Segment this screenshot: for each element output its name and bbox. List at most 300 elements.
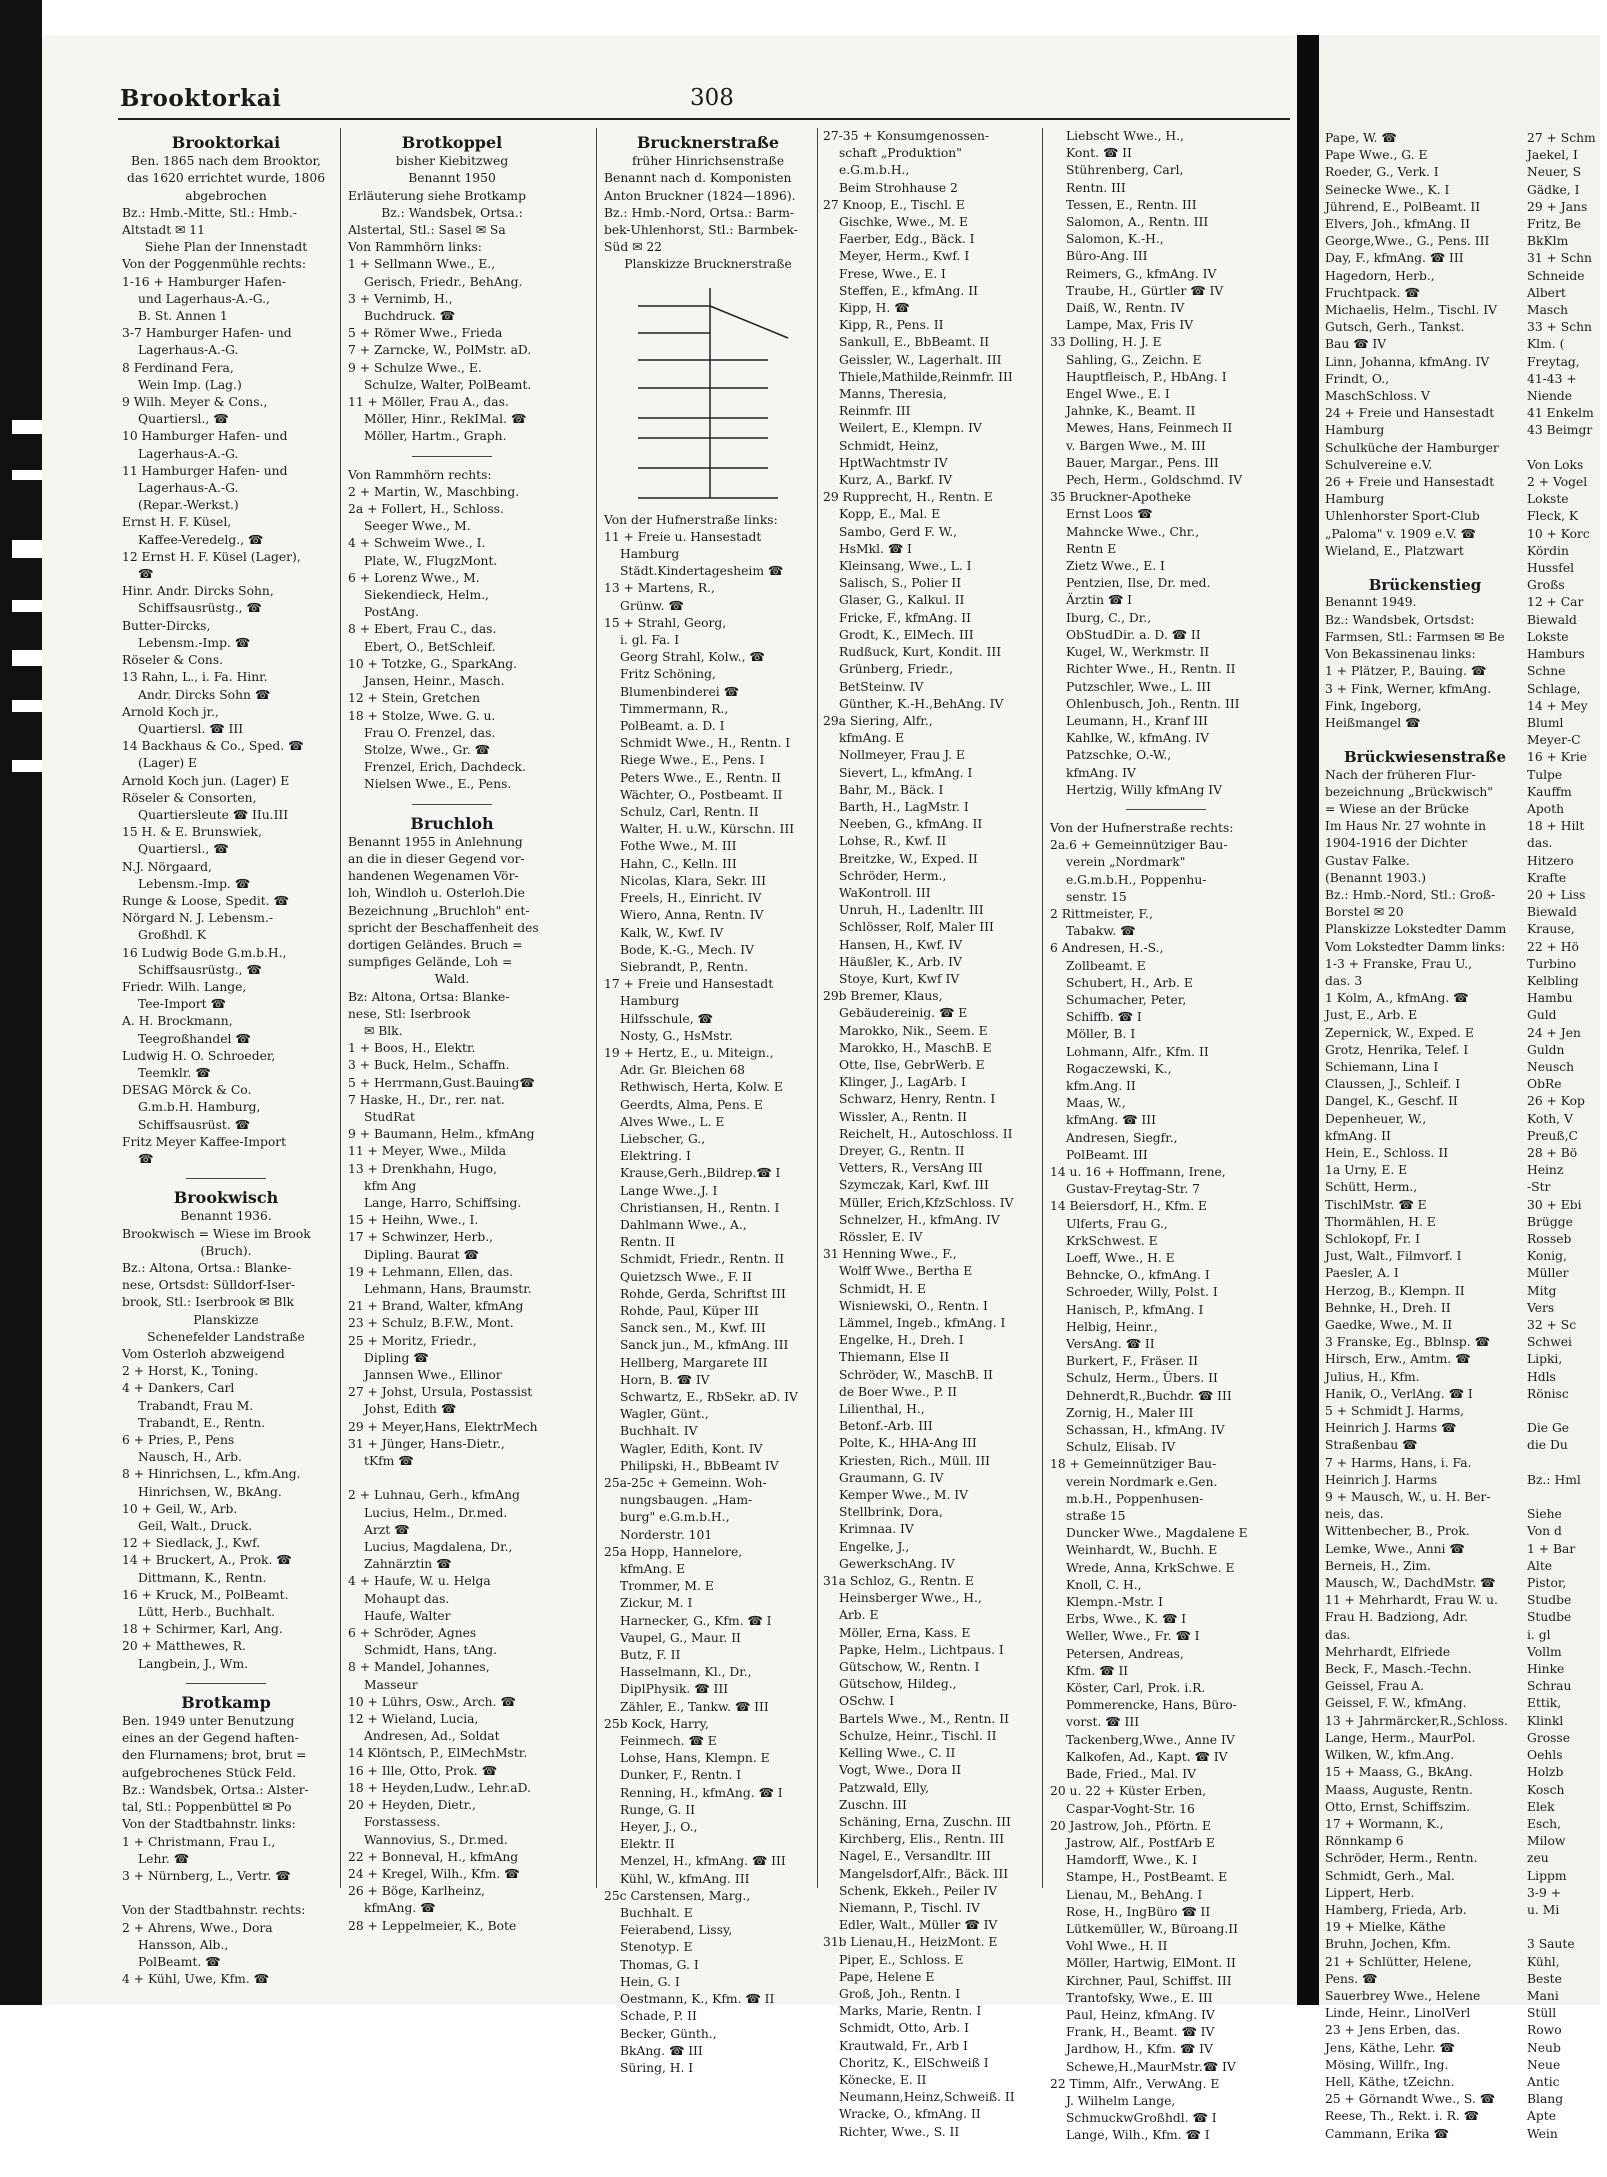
directory-entry: 19 + Hertz, E., u. Miteign., [604, 1045, 774, 1060]
directory-entry: Hamburg [1325, 492, 1385, 507]
street-note: Ben. 1865 nach dem Brooktor, das 1620 errichtet wurde, 1806 abgebrochen [126, 154, 326, 203]
directory-entry: Klinkl [1527, 1713, 1564, 1728]
directory-entry: Choritz, K., ElSchweiß I [839, 2055, 989, 2070]
directory-entry: Behncke, O., kfmAng. I [1066, 1268, 1210, 1283]
directory-entry: Von Loks [1527, 457, 1584, 472]
directory-entry: Buchhalt. E [620, 1906, 693, 1921]
directory-entry: kfm.Ang. II [1066, 1078, 1136, 1093]
directory-entry: Quartiersleute ☎ IIu.III [138, 807, 289, 822]
directory-entry: Schassan, H., kfmAng. IV [1066, 1423, 1225, 1438]
street-title: Brotkoppel [401, 133, 503, 152]
directory-entry: Anton Bruckner (1824—1896). [604, 188, 796, 203]
directory-entry: 14 Beiersdorf, H., Kfm. E [1050, 1199, 1207, 1214]
directory-entry: Kühl, [1527, 1954, 1560, 1969]
street-title: Brooktorkai [171, 133, 281, 152]
directory-entry: Brookwisch = Wiese im Brook [122, 1226, 311, 1241]
directory-entry: ObStudDir. a. D. ☎ II [1066, 627, 1201, 642]
directory-entry: Vers [1527, 1300, 1555, 1315]
street-note: Schenefelder Landstraße [147, 1329, 305, 1344]
directory-entry: 11 + Freie u. Hansestadt [604, 529, 762, 544]
directory-entry: Ebert, O., BetSchleif. [364, 639, 496, 654]
directory-entry: 25a Hopp, Hannelore, [604, 1544, 743, 1559]
directory-entry: 12 + Siedlack, J., Kwf. [122, 1536, 261, 1551]
directory-entry: Bau ☎ IV [1325, 337, 1387, 352]
directory-entry: Rosseb [1527, 1232, 1572, 1246]
directory-entry: Niende [1527, 389, 1573, 404]
directory-entry: Beste [1527, 1971, 1562, 1986]
directory-entry: „Paloma" v. 1909 e.V. ☎ [1325, 526, 1476, 541]
directory-entry: Trantofsky, Wwe., E. III [1066, 1990, 1213, 2005]
directory-entry: Schlage, [1527, 681, 1581, 696]
directory-entry: Frindt, O., [1325, 371, 1390, 386]
directory-entry: Benannt nach d. Komponisten [604, 171, 792, 186]
directory-entry: Becker, Günth., [620, 2026, 717, 2041]
directory-entry: Wein Imp. (Lag.) [138, 377, 242, 392]
directory-entry: Schulvereine e.V. [1325, 457, 1433, 472]
directory-entry: Wisniewski, O., Rentn. I [839, 1298, 988, 1313]
directory-entry: Koth, V [1527, 1111, 1573, 1126]
directory-entry: Elvers, Joh., kfmAng. II [1325, 217, 1470, 232]
directory-entry: burg" e.G.m.b.H., [620, 1510, 730, 1525]
directory-entry: Schmidt, H. E [839, 1281, 926, 1296]
directory-entry: Just, E., Arb. E [1325, 1008, 1418, 1023]
directory-entry: Kfm. ☎ II [1066, 1663, 1129, 1678]
directory-entry: 17 + Schwinzer, Herb., [348, 1230, 494, 1245]
directory-entry: Erläuterung siehe Brotkamp [348, 188, 526, 203]
directory-entry: 27 + Johst, Ursula, Postassist [348, 1385, 533, 1400]
directory-entry: Möller, B. I [1066, 1027, 1136, 1042]
directory-entry: Blumenbinderei ☎ [620, 684, 739, 699]
directory-entry: 6 Andresen, H.-S., [1050, 941, 1164, 956]
directory-entry: 31 + Jünger, Hans-Dietr., [348, 1436, 505, 1451]
directory-entry: Neeben, G., kfmAng. II [839, 817, 983, 832]
directory-entry: Wiero, Anna, Rentn. IV [620, 908, 764, 923]
directory-entry: PolBeamt. ☎ [138, 1954, 221, 1969]
directory-entry: Steffen, E., kfmAng. II [839, 283, 978, 298]
directory-entry: Seinecke Wwe., K. I [1325, 182, 1450, 197]
directory-entry: Butter-Dircks, [122, 618, 211, 633]
directory-entry: 8 + Hinrichsen, L., kfm.Ang. [122, 1467, 301, 1482]
directory-entry: Mehrhardt, Elfriede [1325, 1644, 1451, 1659]
directory-entry: 31b Lienau,H., HeizMont. E [823, 1935, 998, 1950]
directory-entry: Großs [1527, 578, 1565, 593]
directory-entry: 3 Franske, Eg., Bblnsp. ☎ [1325, 1335, 1490, 1350]
section-divider [186, 1178, 266, 1179]
directory-entry: Paesler, A. I [1325, 1266, 1399, 1281]
directory-entry: 15 + Maass, G., BkAng. [1325, 1765, 1473, 1780]
directory-entry: an die in dieser Gegend vor- [348, 851, 525, 866]
directory-entry: 5 + Schmidt J. Harms, [1325, 1404, 1465, 1419]
directory-entry: 13 + Jahrmärcker,R.,Schloss. [1325, 1713, 1508, 1728]
directory-entry: Schlokopf, Fr. I [1325, 1232, 1420, 1246]
directory-entry: Bz: Altona, Ortsa: Blanke- [348, 989, 510, 1004]
street-note: Siehe Plan der Innenstadt [144, 240, 308, 255]
directory-entry: Friedr. Wilh. Lange, [122, 979, 247, 994]
directory-entry: Leumann, H., Kranf III [1066, 713, 1208, 728]
directory-entry: Lokste [1527, 492, 1569, 507]
directory-entry: 5 + Herrmann,Gust.Bauing☎ [348, 1075, 535, 1090]
directory-entry: 10 + Totzke, G., SparkAng. [348, 656, 518, 671]
directory-entry: MaschSchloss. V [1325, 389, 1430, 404]
directory-entry: Peters Wwe., E., Rentn. II [620, 770, 782, 785]
directory-entry: Pech, Herm., Goldschmd. IV [1066, 473, 1243, 488]
directory-entry: Kauffm [1527, 784, 1572, 799]
column-divider [1042, 128, 1043, 1888]
directory-entry: Pommerencke, Hans, Büro- [1066, 1698, 1237, 1713]
directory-entry: Jens, Käthe, Lehr. ☎ [1325, 2040, 1455, 2055]
directory-entry: Esch, [1527, 1816, 1562, 1831]
directory-entry: Thormählen, H. E [1325, 1214, 1436, 1229]
directory-entry: Fritz Meyer Kaffee-Import [122, 1134, 287, 1149]
directory-entry: Plate, W., FlugzMont. [364, 553, 498, 568]
directory-entry: Jardhow, H., Kfm. ☎ IV [1066, 2042, 1213, 2057]
directory-entry: N.J. Nörgaard, [122, 859, 212, 874]
directory-entry: Beck, F., Masch.-Techn. [1325, 1662, 1472, 1677]
directory-entry: Jastrow, Alf., PostfArb E [1066, 1835, 1215, 1850]
directory-entry: Schubert, H., Arb. E [1066, 975, 1193, 990]
directory-entry: den Flurnamens; brot, brut = [122, 1748, 307, 1763]
directory-entry: 25 + Görnandt Wwe., S. ☎ [1325, 2092, 1496, 2107]
directory-entry: HsMkl. ☎ I [839, 541, 912, 556]
directory-entry: Thiemann, Else II [839, 1350, 950, 1365]
directory-entry: Mösing, Willfr., Ing. [1325, 2057, 1449, 2072]
directory-entry: Tulpe [1527, 767, 1563, 782]
directory-entry: Lehmann, Hans, Braumstr. [364, 1282, 532, 1296]
directory-entry [1325, 560, 1525, 577]
directory-entry: Schmidt, Gerh., Mal. [1325, 1868, 1455, 1883]
directory-entry: Tackenberg,Wwe., Anne IV [1066, 1732, 1235, 1747]
directory-entry: Bezeichnung „Bruchloh" ent- [348, 903, 530, 918]
directory-entry: Sankull, E., BbBeamt. II [839, 335, 990, 350]
directory-entry: 15 + Heihn, Wwe., I. [348, 1213, 479, 1228]
directory-entry: Zollbeamt. E [1066, 958, 1146, 973]
directory-entry: Krause,Gerh.,Bildrep.☎ I [620, 1166, 781, 1181]
directory-entry: Schmidt, Friedr., Rentn. II [620, 1252, 785, 1267]
directory-entry: Fruchtpack. ☎ [1325, 285, 1420, 300]
directory-entry: 3 + Nürnberg, L., Vertr. ☎ [122, 1868, 291, 1883]
directory-entry: 1 Kolm, A., kfmAng. ☎ [1325, 991, 1469, 1006]
directory-entry: brook, Stl.: Iserbrook ✉ Blk [122, 1295, 294, 1310]
directory-entry: handenen Wegenamen Vör- [348, 869, 519, 884]
directory-entry: i. gl [1527, 1627, 1551, 1642]
directory-entry: Feierabend, Lissy, [620, 1923, 733, 1938]
directory-entry: Kemper Wwe., M. IV [839, 1488, 969, 1503]
directory-entry: Dunker, F., Rentn. I [620, 1768, 742, 1783]
directory-entry: Lütt, Herb., Buchhalt. [138, 1605, 276, 1620]
directory-entry: Piper, E., Schloss. E [839, 1952, 964, 1967]
directory-entry: die Du [1527, 1438, 1568, 1453]
directory-entry: Sambo, Gerd F. W., [839, 524, 958, 539]
directory-entry: Neue [1527, 2057, 1561, 2072]
directory-entry: Menzel, H., kfmAng. ☎ III [620, 1854, 786, 1869]
directory-entry: Otte, Ilse, GebrWerb. E [839, 1057, 985, 1072]
directory-entry: Schnelzer, H., kfmAng. IV [839, 1212, 1000, 1227]
directory-entry: 1 + Boos, H., Elektr. [348, 1041, 476, 1056]
directory-entry: Stoye, Kurt, Kwf IV [839, 971, 960, 986]
directory-entry: Cammann, Erika ☎ [1325, 2126, 1449, 2141]
directory-entry: Hauptfleisch, P., HbAng. I [1066, 369, 1227, 384]
directory-entry: das. [1527, 836, 1553, 851]
directory-entry: Mangelsdorf,Alfr., Bäck. III [839, 1866, 1009, 1881]
directory-entry: Neumann,Heinz,Schweiß. II [839, 2090, 1015, 2105]
directory-entry: Biewald [1527, 905, 1577, 920]
column-divider [596, 128, 597, 1888]
directory-entry: Ettik, [1527, 1696, 1562, 1711]
directory-entry: Mewes, Hans, Feinmech II [1066, 421, 1233, 436]
directory-entry: Lohse, Hans, Klempn. E [620, 1751, 770, 1766]
directory-entry: schaft „Produktion" [839, 146, 962, 161]
directory-entry: Schröder, Herm., Rentn. [1325, 1851, 1478, 1866]
directory-entry: Rönisc [1527, 1386, 1569, 1401]
directory-entry: Planskizze Lokstedter Damm [1325, 922, 1507, 937]
directory-entry: Frese, Wwe., E. I [839, 266, 946, 281]
directory-entry: Lange, Wilh., Kfm. ☎ I [1066, 2128, 1210, 2143]
directory-entry: 41 Enkelm [1527, 406, 1594, 421]
directory-entry: 1 + Sellmann Wwe., E., [348, 257, 496, 272]
directory-entry: Wracke, O., kfmAng. II [839, 2107, 981, 2122]
directory-entry: Zornig, H., Maler III [1066, 1405, 1194, 1420]
directory-entry: 15 H. & E. Brunswiek, [122, 825, 262, 840]
directory-entry: Polte, K., HHA-Ang III [839, 1436, 977, 1451]
directory-entry: Schiffb. ☎ I [1066, 1010, 1142, 1025]
directory-entry: das. 3 [1325, 973, 1363, 988]
directory-entry: 20 u. 22 + Küster Erben, [1050, 1784, 1207, 1799]
directory-entry [1527, 1403, 1607, 1420]
directory-entry: Neuer, S [1527, 165, 1582, 180]
directory-entry: Wannovius, S., Dr.med. [364, 1832, 508, 1847]
directory-entry: 17 + Wormann, K., [1325, 1816, 1444, 1831]
directory-entry: Vohl Wwe., H. II [1066, 1939, 1168, 1954]
directory-entry: Lange, Herm., MaurPol. [1325, 1730, 1476, 1745]
directory-entry: 6 + Lorenz Wwe., M. [348, 570, 480, 585]
directory-entry: Von Rammhörn links: [348, 240, 482, 255]
directory-entry: Ludwig H. O. Schroeder, [122, 1048, 276, 1063]
directory-entry: Bode, K.-G., Mech. IV [620, 942, 754, 957]
directory-entry: Farmsen, Stl.: Farmsen ✉ Be [1325, 629, 1505, 644]
directory-entry: Apoth [1527, 801, 1565, 816]
directory-entry: Kipp, R., Pens. II [839, 318, 944, 333]
directory-entry: Erbs, Wwe., K. ☎ I [1066, 1612, 1187, 1627]
directory-entry: Stellbrink, Dora, [839, 1505, 943, 1520]
directory-entry: Oehls [1527, 1748, 1563, 1763]
directory-entry: Gädke, I [1527, 182, 1580, 197]
directory-entry: Andresen, Ad., Soldat [364, 1729, 500, 1744]
directory-entry: Buchhalt. IV [620, 1424, 698, 1439]
directory-entry: nese, Ortsdst: Sülldorf-Iser- [122, 1278, 296, 1293]
directory-entry: Vom Osterloh abzweigend [122, 1347, 285, 1362]
directory-entry: Trabandt, E., Rentn. [138, 1415, 266, 1430]
directory-entry: Thiele,Mathilde,Reinmfr. III [839, 369, 1013, 384]
directory-entry: Stenotyp. E [620, 1940, 693, 1955]
section-divider [1126, 809, 1206, 810]
directory-entry: Glaser, G., Kalkul. II [839, 593, 965, 608]
directory-entry: Day, F., kfmAng. ☎ III [1325, 251, 1464, 266]
directory-entry: Nollmeyer, Frau J. E [839, 748, 965, 763]
directory-entry: Arzt ☎ [364, 1522, 410, 1537]
directory-entry: Geissel, F. W., kfmAng. [1325, 1696, 1467, 1711]
directory-entry: Von der Hufnerstraße rechts: [1050, 820, 1234, 835]
directory-entry: ☎ [138, 567, 154, 582]
directory-entry: Schiemann, Lina I [1325, 1059, 1439, 1074]
directory-entry: Heinz [1527, 1163, 1564, 1178]
directory-entry: Könecke, E. II [839, 2072, 927, 2087]
directory-entry: Ernst H. F. Küsel, [122, 515, 232, 530]
directory-entry: Frenzel, Erich, Dachdeck. [364, 760, 526, 775]
directory-entry: 32 + Sc [1527, 1318, 1577, 1333]
directory-entry: Klinger, J., LagArb. I [839, 1075, 966, 1090]
directory-entry: 12 + Wieland, Lucia, [348, 1712, 479, 1727]
directory-entry: Kopp, E., Mal. E [839, 507, 941, 522]
directory-entry: verein Nordmark e.Gen. [1066, 1474, 1218, 1489]
directory-entry: 10 + Korc [1527, 526, 1590, 541]
directory-entry: TischlMstr. ☎ E [1325, 1197, 1427, 1212]
directory-entry: Schulz, Carl, Rentn. II [620, 805, 759, 820]
directory-entry: Hansson, Alb., [138, 1937, 229, 1952]
directory-entry: Behnke, H., Dreh. II [1325, 1300, 1451, 1315]
directory-entry: Richter Wwe., H., Rentn. II [1066, 662, 1236, 677]
directory-entry: Hamdorff, Wwe., K. I [1066, 1853, 1198, 1868]
street-note: Planskizze Brucknerstraße [624, 257, 792, 272]
directory-entry: Stampe, H., PostBeamt. E [1066, 1870, 1228, 1885]
directory-entry: loh, Windloh u. Osterloh.Die [348, 886, 525, 901]
directory-entry: 33 + Schn [1527, 320, 1592, 335]
directory-entry: Nicolas, Klara, Sekr. III [620, 873, 766, 888]
directory-entry: Kördin [1527, 543, 1569, 558]
directory-entry: Nosty, G., HsMstr. [620, 1028, 733, 1043]
directory-entry: Grosse [1527, 1730, 1571, 1745]
street-note: Planskizze [193, 1312, 259, 1327]
directory-entry [348, 1470, 556, 1487]
directory-entry: Hanik, O., VerlAng. ☎ I [1325, 1386, 1473, 1401]
directory-entry: 26 + Böge, Karlheinz, [348, 1884, 485, 1899]
directory-entry: 31 Henning Wwe., F., [823, 1247, 957, 1262]
directory-entry: Iburg, C., Dr., [1066, 610, 1152, 625]
street-note: bisher Kiebitzweg [395, 154, 509, 169]
directory-entry: Großhdl. K [138, 928, 207, 943]
directory-entry: Teemklr. ☎ [138, 1065, 211, 1080]
directory-entry: Helbig, Heinr., [1066, 1319, 1158, 1334]
directory-entry: Pape, Helene E [839, 1969, 935, 1984]
directory-entry: Krafte [1527, 870, 1567, 885]
street-note: (Bruch). [200, 1243, 252, 1258]
directory-entry: 16 Ludwig Bode G.m.b.H., [122, 945, 287, 960]
directory-entry: Gerisch, Friedr., BehAng. [364, 274, 523, 289]
directory-entry: 18 + Stolze, Wwe. G. u. [348, 708, 496, 723]
directory-entry: Lebensm.-Imp. ☎ [138, 635, 251, 650]
directory-entry: Buchdruck. ☎ [364, 309, 455, 324]
directory-entry: Hein, G. I [620, 1974, 680, 1989]
directory-entry: 25b Kock, Harry, [604, 1716, 709, 1731]
directory-entry: 1 + Christmann, Frau I., [122, 1834, 276, 1849]
directory-entry: Geissler, W., Lagerhalt. III [839, 352, 1002, 367]
directory-entry: Andr. Dircks Sohn ☎ [138, 687, 271, 702]
directory-entry: = Wiese an der Brücke [1325, 801, 1469, 816]
directory-entry: Sanck jun., M., kfmAng. III [620, 1338, 789, 1353]
directory-entry: Frau H. Badziong, Adr. [1325, 1610, 1468, 1625]
directory-entry: Petersen, Andreas, [1066, 1646, 1184, 1661]
directory-entry: Zietz Wwe., E. I [1066, 559, 1165, 574]
directory-entry: 4 + Kühl, Uwe, Kfm. ☎ [122, 1972, 269, 1987]
directory-entry: Von Rammhörn rechts: [348, 467, 492, 482]
directory-entry: Wagler, Günt., [620, 1407, 709, 1422]
directory-entry: Vollm [1527, 1644, 1562, 1659]
directory-column-5 [1050, 128, 1282, 2143]
directory-entry: Caspar-Voght-Str. 16 [1066, 1801, 1195, 1816]
directory-entry: DESAG Mörck & Co. [122, 1083, 252, 1098]
directory-entry: Hein, E., Schloss. II [1325, 1145, 1449, 1160]
directory-entry: Lämmel, Ingeb., kfmAng. I [839, 1316, 1006, 1331]
directory-entry: Quartiersl., ☎ [138, 842, 229, 857]
directory-entry: Wittenbecher, B., Prok. [1325, 1524, 1470, 1539]
directory-entry: Hellberg, Margarete III [620, 1355, 768, 1370]
directory-entry: (Benannt 1903.) [1325, 870, 1427, 885]
directory-entry: Dreyer, G., Rentn. II [839, 1143, 965, 1158]
directory-entry: Von der Stadtbahnstr. links: [122, 1817, 296, 1832]
directory-entry: Wächter, O., Postbeamt. II [620, 787, 783, 802]
directory-entry: Nagel, E., Versandltr. III [839, 1849, 991, 1864]
directory-entry: 2 + Horst, K., Toning. [122, 1364, 259, 1379]
street-title: Bruchloh [410, 813, 494, 833]
directory-entry: Bz.: Hmb.-Nord, Stl.: Groß- [1325, 887, 1496, 902]
directory-entry: Christiansen, H., Rentn. I [620, 1200, 780, 1215]
directory-entry: 3 + Buck, Helm., Schaffn. [348, 1058, 510, 1073]
directory-entry: 23 + Jens Erben, das. [1325, 2023, 1461, 2038]
directory-entry: Heinrich J. Harms [1325, 1472, 1438, 1487]
directory-column-4 [823, 128, 1037, 2139]
directory-entry: 10 + Geil, W., Arb. [122, 1501, 238, 1516]
directory-entry: Schröder, Herm., [839, 868, 947, 883]
directory-entry: Klempn.-Mstr. I [1066, 1595, 1163, 1610]
directory-entry: Engelke, H., Dreh. I [839, 1333, 964, 1348]
directory-entry: 16 + Krie [1527, 750, 1588, 765]
directory-entry: Lohse, R., Kwf. II [839, 834, 947, 849]
directory-entry: 9 + Baumann, Helm., kfmAng [348, 1127, 535, 1142]
directory-entry: ObRe [1527, 1077, 1562, 1092]
directory-entry: Maas, W., [1066, 1096, 1126, 1111]
directory-entry: Wilken, W., kfm.Ang. [1325, 1748, 1455, 1763]
page-header-title: Brooktorkai [120, 85, 282, 112]
directory-entry: Sievert, L., kfmAng. I [839, 765, 973, 780]
directory-entry: Blang [1527, 2092, 1564, 2107]
directory-entry: Paul, Heinz, kfmAng. IV [1066, 2007, 1215, 2022]
directory-entry: J. Wilhelm Lange, [1066, 2093, 1176, 2108]
directory-entry: Weller, Wwe., Fr. ☎ I [1066, 1629, 1200, 1644]
directory-entry: kfmAng. ☎ [364, 1901, 436, 1916]
directory-entry: 14 Klöntsch, P., ElMechMstr. [348, 1746, 528, 1761]
directory-entry: Apte [1527, 2109, 1556, 2124]
directory-entry: Mahncke Wwe., Chr., [1066, 524, 1200, 539]
directory-entry: 25 + Moritz, Friedr., [348, 1333, 477, 1348]
directory-entry: Julius, H., Kfm. [1325, 1369, 1420, 1384]
directory-entry: Köster, Carl, Prok. i.R. [1066, 1681, 1206, 1696]
directory-entry: 27-35 + Konsumgenossen- [823, 129, 990, 143]
directory-entry: Gebäudereinig. ☎ E [839, 1006, 968, 1021]
directory-entry: sumpfiges Gelände, Loh = [348, 955, 513, 970]
directory-entry: Schneide [1527, 268, 1585, 283]
directory-entry: 3-9 + [1527, 1885, 1562, 1900]
directory-entry: Von der Hufnerstraße links: [604, 512, 778, 527]
directory-column-2 [348, 128, 556, 1933]
directory-entry: 12 + Car [1527, 595, 1584, 610]
directory-entry: Dittmann, K., Rentn. [138, 1570, 267, 1585]
directory-entry: 5 + Römer Wwe., Frieda [348, 326, 503, 341]
directory-entry: Kleinsang, Wwe., L. I [839, 559, 972, 574]
directory-entry: Kahlke, W., kfmAng. IV [1066, 731, 1210, 746]
directory-entry: Kelling Wwe., C. II [839, 1746, 956, 1761]
directory-entry: Runge & Loose, Spedit. ☎ [122, 893, 289, 908]
directory-entry: Müller [1527, 1266, 1569, 1281]
directory-entry: George,Wwe., G., Pens. III [1325, 234, 1490, 249]
